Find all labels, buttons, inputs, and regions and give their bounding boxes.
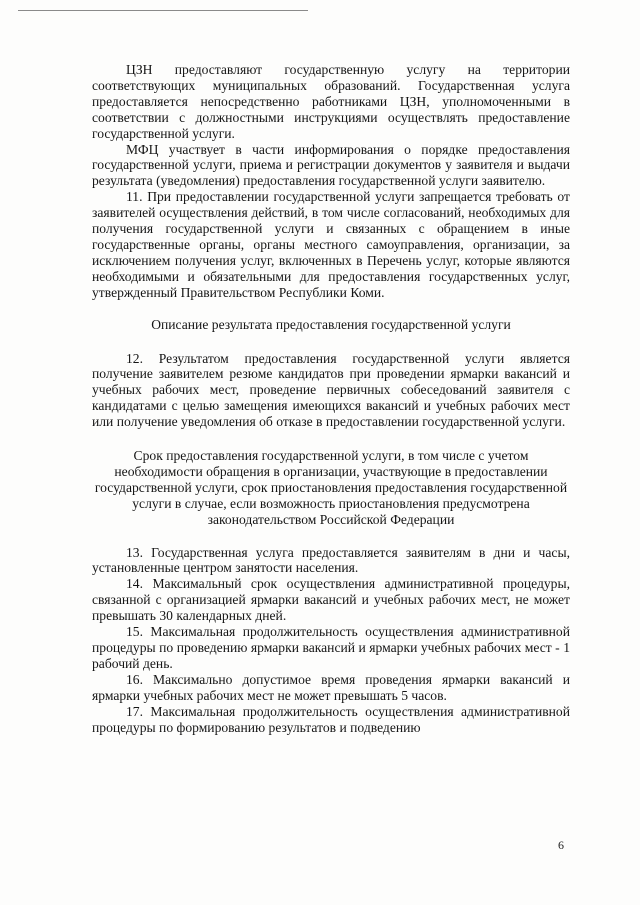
paragraph-12: 12. Результатом предоставления государственной услуги является получение заявителем резюме кандидатов при проведении ярмарки вакансий и учебных рабочих мест, проведение первичных собеседований заявителя с кандидатами с целью замещения имеющихся вакансий и учебных рабочих мест или получение уведомления об отказе в предоставлении государственной услуги. bbox=[92, 350, 570, 430]
paragraph-mfc: МФЦ участвует в части информирования о порядке предоставления государственной услуги, приема и регистрации документов у заявителя и выдачи результата (уведомления) предоставления государственной услуги заявителю. bbox=[92, 141, 570, 189]
paragraph-14: 14. Максимальный срок осуществления административной процедуры, связанной с организацией ярмарки вакансий и учебных рабочих мест, не может превышать 30 календарных дней. bbox=[92, 576, 570, 624]
document-body bbox=[92, 62, 570, 735]
paragraph-17: 17. Максимальная продолжительность осуществления административной процедуры по формированию результатов и подведению bbox=[92, 703, 570, 735]
section-heading-result: Описание результата предоставления государственной услуги bbox=[151, 316, 511, 332]
section-heading-term: Срок предоставления государственной услуги, в том числе с учетом необходимости обращения в организации, участвующие в предоставлении государственной услуги, срок приостановления предоставления государственной услуги в случае, если возможность приостановления предусмотрена законодательством Российской Федерации bbox=[94, 448, 568, 527]
paragraph-13: 13. Государственная услуга предоставляется заявителям в дни и часы, установленные центром занятости населения. bbox=[92, 544, 570, 576]
page-number: 6 bbox=[558, 838, 564, 852]
paragraph-15: 15. Максимальная продолжительность осуществления административной процедуры по проведению ярмарки вакансий и ярмарки учебных рабочих мест - 1 рабочий день. bbox=[92, 624, 570, 671]
scan-edge-line bbox=[18, 10, 308, 11]
paragraph-16: 16. Максимально допустимое время проведения ярмарки вакансий и ярмарки учебных рабочих мест не может превышать 5 часов. bbox=[92, 671, 570, 703]
paragraph-11: 11. При предоставлении государственной услуги запрещается требовать от заявителей осуществления действий, в том числе согласований, необходимых для получения государственной услуги и связанных с обращением в иные государственные органы, органы местного самоуправления, организации, за исключением получения услуг, включенных в Перечень услуг, которые являются необходимыми и обязательными для предоставления государственных услуг, утвержденный Правительством Республики Коми. bbox=[92, 189, 570, 300]
paragraph-czn: ЦЗН предоставляют государственную услугу на территории соответствующих муниципальных образований. Государственная услуга предоставляется непосредственно работниками ЦЗН, уполномоченными в соответствии с должностными инструкциями осуществлять предоставление государственной услуги. bbox=[92, 62, 570, 141]
